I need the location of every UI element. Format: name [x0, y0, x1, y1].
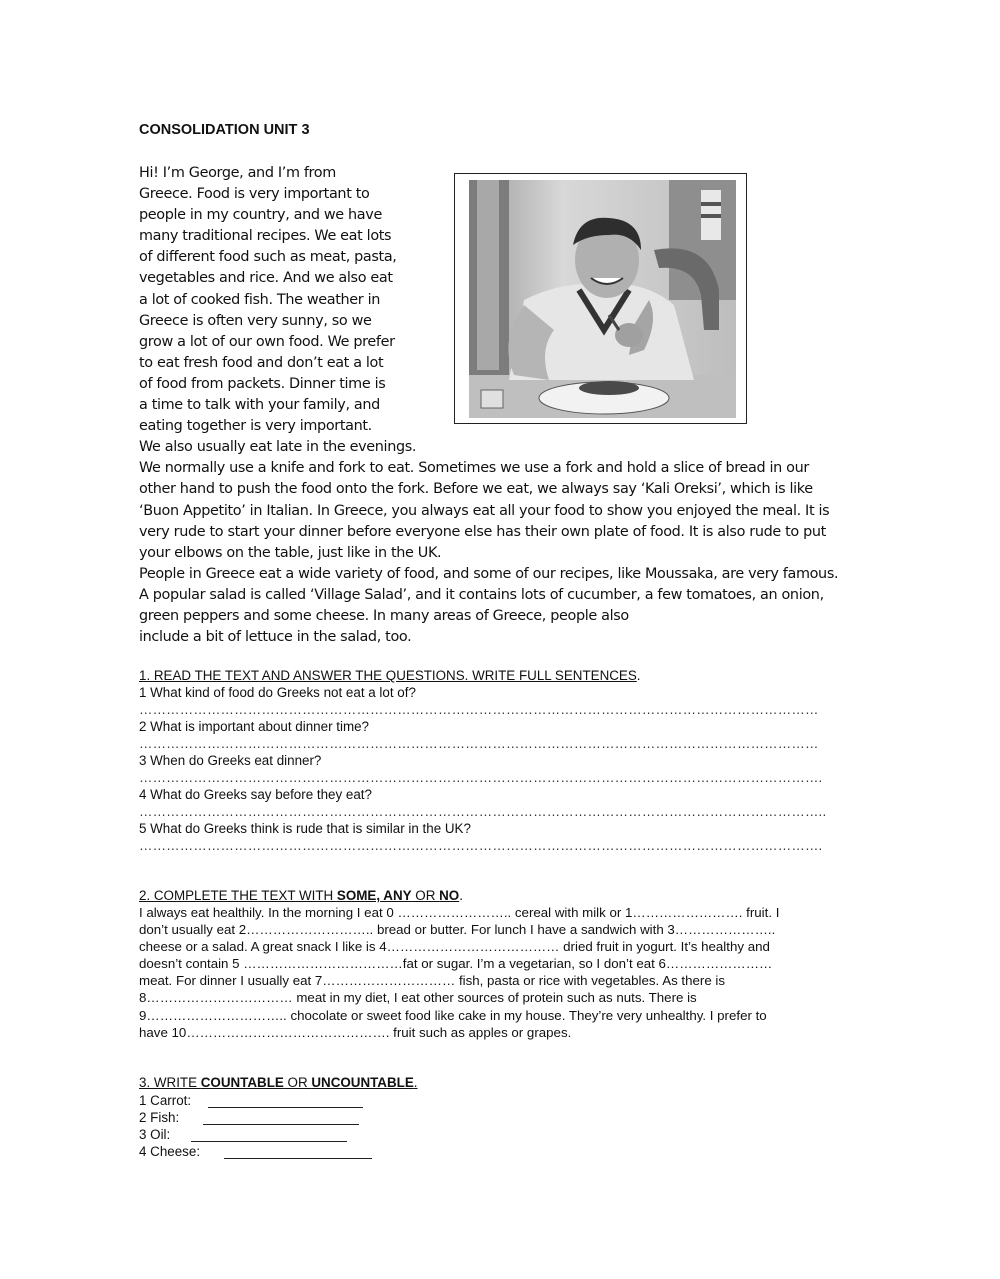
reading-line: eating together is very important. [139, 418, 372, 435]
reading-line: a lot of cooked fish. The weather in [139, 291, 380, 308]
classify-item-3 [139, 1125, 418, 1142]
gap-fill-line: doesn’t contain 5 ………………………………fat or sugar. I’m a vegetarian, so I don’t eat 6…………………… [139, 956, 773, 972]
section-3-heading: 3. WRITE COUNTABLE OR UNCOUNTABLE. [139, 1075, 418, 1090]
reading-line: other hand to push the food onto the fork. Before we eat, we always say ‘Kali Oreksi’, which is like [139, 481, 813, 498]
answer-line-2[interactable]: …………………………………………………………………………………………………………………………………… [139, 736, 819, 751]
classify-item-4 [139, 1142, 418, 1159]
classify-item-1 [139, 1091, 418, 1108]
reading-line: Hi! I’m George, and I’m from [139, 165, 336, 181]
reading-line: People in Greece eat a wide variety of food, and some of our recipes, like Moussaka, are very famous. [139, 565, 839, 582]
answer-line-5[interactable]: ……………………………………………………………………………………………………………………………………. [139, 838, 823, 853]
reading-line: very rude to start your dinner before everyone else has their own plate of food. It is also rude to put [139, 523, 826, 540]
gap-fill-line: 9………………………….. chocolate or sweet food like cake in my house. They’re very unhealthy. I prefer to [139, 1007, 767, 1023]
reading-line: vegetables and rice. And we also eat [139, 270, 393, 287]
gap-fill-line: have 10………………………………………. fruit such as apples or grapes. [139, 1024, 572, 1040]
item-label: 1 Carrot: [139, 1093, 192, 1108]
reading-line: A popular salad is called ‘Village Salad’, and it contains lots of cucumber, a few tomatoes, an onion, [139, 586, 824, 603]
answer-blank-2[interactable] [203, 1112, 359, 1125]
reading-line: include a bit of lettuce in the salad, too. [139, 629, 412, 646]
item-label: 3 Oil: [139, 1127, 171, 1142]
gap-fill-line: meat. For dinner I usually eat 7………………………… fish, pasta or rice with vegetables. As there is [139, 973, 726, 989]
section-1 [139, 667, 859, 854]
section-1-heading: 1. READ THE TEXT AND ANSWER THE QUESTIONS. WRITE FULL SENTENCES. [139, 668, 641, 683]
answer-blank-1[interactable] [208, 1095, 363, 1108]
question-1: 1 What kind of food do Greeks not eat a lot of? [139, 685, 416, 700]
answer-line-1[interactable]: …………………………………………………………………………………………………………………………………… [139, 702, 819, 717]
reading-line: ‘Buon Appetito’ in Italian. In Greece, you always eat all your food to show you enjoyed the meal. It is [139, 502, 830, 519]
reading-line: Greece is often very sunny, so we [139, 312, 372, 329]
reading-line: your elbows on the table, just like in the UK. [139, 544, 442, 561]
answer-line-4[interactable]: …………………………………………………………………………………………………………………………………….. [139, 804, 827, 819]
item-label: 4 Cheese: [139, 1144, 201, 1159]
reading-line: many traditional recipes. We eat lots [139, 228, 392, 245]
classify-item-2 [139, 1108, 418, 1125]
answer-line-3[interactable]: ……………………………………………………………………………………………………………………………………. [139, 770, 823, 785]
gap-fill-line: I always eat healthily. In the morning I eat 0 …………………….. cereal with milk or 1……………………. fruit. I [139, 905, 780, 920]
gap-fill-line: don’t usually eat 2……………………….. bread or butter. For lunch I have a sandwich with 3………………….. [139, 922, 776, 938]
reading-line: people in my country, and we have [139, 207, 382, 224]
question-2: 2 What is important about dinner time? [139, 719, 369, 734]
reading-line: of different food such as meat, pasta, [139, 249, 397, 266]
question-4: 4 What do Greeks say before they eat? [139, 787, 372, 802]
reading-passage [139, 163, 859, 648]
reading-line: green peppers and some cheese. In many areas of Greece, people also [139, 607, 629, 624]
reading-line: of food from packets. Dinner time is [139, 375, 386, 392]
answer-blank-3[interactable] [191, 1129, 347, 1142]
item-label: 2 Fish: [139, 1110, 180, 1125]
section-2-heading: 2. COMPLETE THE TEXT WITH SOME, ANY OR NO. [139, 888, 463, 903]
reading-line: We also usually eat late in the evenings. [139, 439, 417, 456]
section-2 [139, 887, 779, 1041]
question-3: 3 When do Greeks eat dinner? [139, 753, 322, 768]
page-title: CONSOLIDATION UNIT 3 [139, 122, 310, 138]
answer-blank-4[interactable] [224, 1146, 372, 1159]
gap-fill-line: cheese or a salad. A great snack I like is 4………………………………… dried fruit in yogurt. It’s healthy and [139, 939, 770, 955]
section-3 [139, 1074, 418, 1159]
gap-fill-text [139, 904, 779, 1041]
reading-line: to eat fresh food and don’t eat a lot [139, 354, 384, 371]
reading-line: grow a lot of our own food. We prefer [139, 333, 395, 350]
reading-line: Greece. Food is very important to [139, 186, 370, 203]
reading-line: a time to talk with your family, and [139, 397, 380, 414]
gap-fill-line: 8…………………………… meat in my diet, I eat other sources of protein such as nuts. There is [139, 990, 697, 1006]
question-5: 5 What do Greeks think is rude that is similar in the UK? [139, 821, 471, 836]
reading-line: We normally use a knife and fork to eat. Sometimes we use a fork and hold a slice of bread in our [139, 460, 809, 477]
